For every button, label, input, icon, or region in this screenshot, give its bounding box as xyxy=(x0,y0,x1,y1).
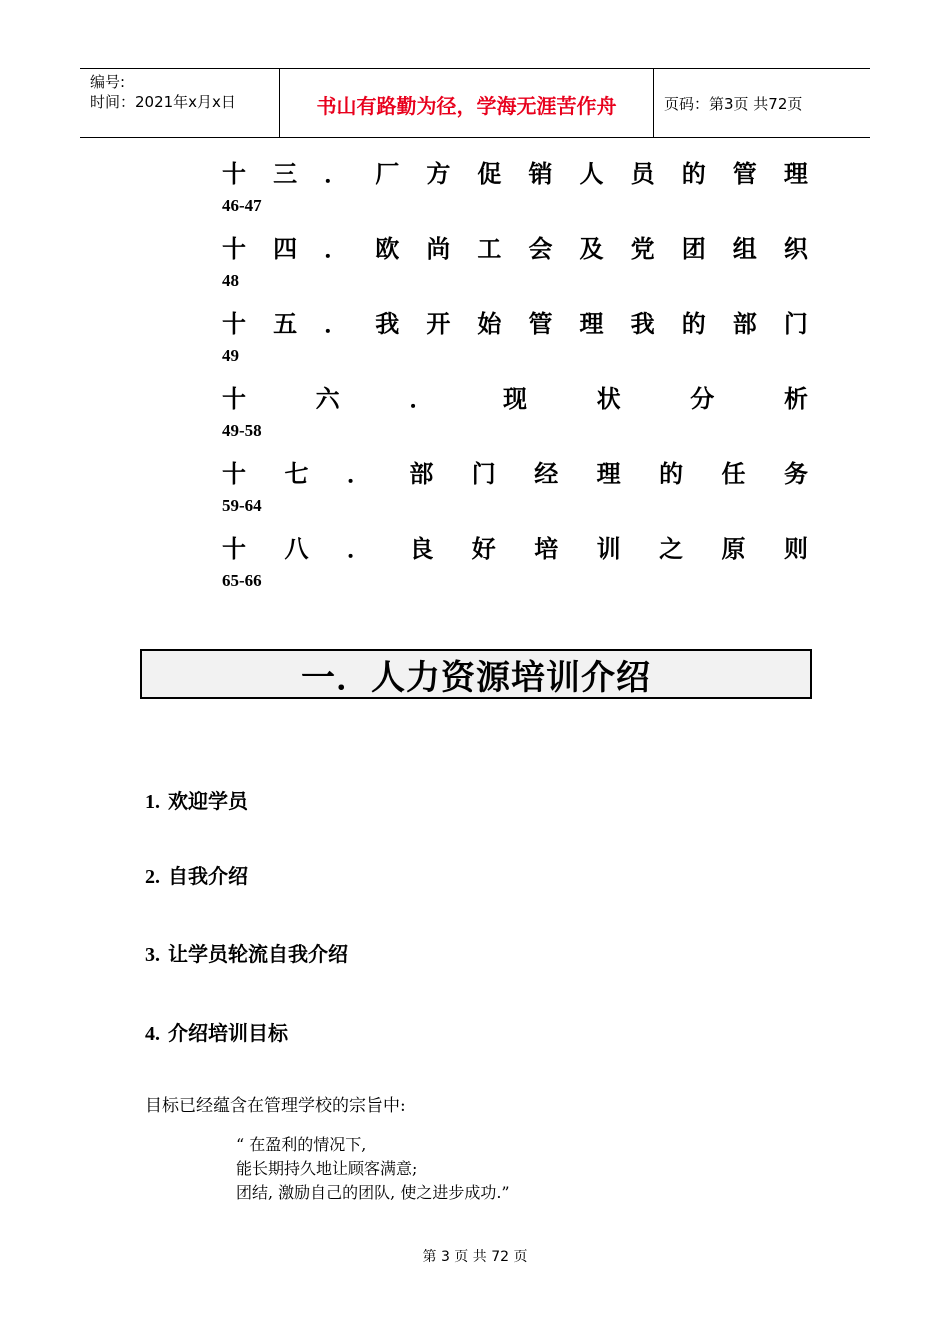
toc-title-char: 务 xyxy=(783,460,808,488)
toc-title-char: ． xyxy=(324,310,349,338)
toc-title-char: 理 xyxy=(783,160,808,188)
toc-title-char: 会 xyxy=(528,235,553,263)
toc-title-char: 十 xyxy=(222,160,246,188)
toc-title-char: 我 xyxy=(375,310,400,338)
toc-entry-pages: 59-64 xyxy=(222,496,262,515)
toc-title-char: 尚 xyxy=(426,235,451,263)
header-page-info: 页码：第3页 共72页 xyxy=(664,94,803,113)
toc-title-char: 方 xyxy=(426,160,451,188)
toc-title-char: 销 xyxy=(528,160,553,188)
toc-title-char: 培 xyxy=(534,535,559,563)
toc-entry-title xyxy=(222,304,808,344)
toc-title-char: 团 xyxy=(681,235,706,263)
toc-title-char: 三 xyxy=(273,160,298,188)
toc-title-char: 十 xyxy=(222,235,246,263)
list-item xyxy=(145,1017,288,1046)
toc-title-char: 始 xyxy=(477,310,502,338)
toc-title-char: 员 xyxy=(630,160,655,188)
toc-title-char: 部 xyxy=(409,460,434,488)
page-footer: 第 3 页 共 72 页 xyxy=(422,1249,528,1265)
item-text: 自我介绍 xyxy=(168,864,248,888)
toc-entry xyxy=(222,229,808,304)
toc-title-char: 的 xyxy=(681,310,706,338)
toc-title-char: 的 xyxy=(659,460,684,488)
toc-entry-pages: 49-58 xyxy=(222,421,262,440)
toc-title-char: 训 xyxy=(596,535,621,563)
toc-title-char: 开 xyxy=(426,310,451,338)
toc-title-char: 十 xyxy=(222,460,246,488)
toc-entry-pages: 65-66 xyxy=(222,571,262,590)
toc-title-char: 七 xyxy=(284,460,309,488)
table-of-contents xyxy=(222,154,808,604)
toc-entry-pages: 48 xyxy=(222,271,239,290)
toc-title-char: 我 xyxy=(630,310,655,338)
toc-title-char: 管 xyxy=(732,160,757,188)
toc-title-char: 工 xyxy=(477,235,502,263)
item-text: 介绍培训目标 xyxy=(168,1021,288,1045)
toc-title-char: 门 xyxy=(471,460,496,488)
toc-title-char: ． xyxy=(346,460,371,488)
header-motto: 书山有路勤为径，学海无涯苦作舟 xyxy=(280,69,654,137)
date-label: 时间：2021年x月x日 xyxy=(90,93,236,111)
toc-entry-pages: 49 xyxy=(222,346,239,365)
toc-entry xyxy=(222,529,808,604)
toc-title-char: 促 xyxy=(477,160,502,188)
page-header xyxy=(80,68,870,138)
toc-title-char: 组 xyxy=(732,235,757,263)
toc-title-char: 析 xyxy=(783,385,808,413)
toc-title-char: ． xyxy=(324,160,349,188)
toc-title-char: 理 xyxy=(596,460,621,488)
toc-entry xyxy=(222,454,808,529)
toc-title-char: 及 xyxy=(579,235,604,263)
number-label: 编号: xyxy=(90,73,126,91)
item-text: 欢迎学员 xyxy=(168,789,248,813)
toc-title-char: 现 xyxy=(502,385,527,413)
quote-line: 团结, 激励自己的团队, 使之进步成功.” xyxy=(236,1183,510,1202)
toc-title-char: 理 xyxy=(579,310,604,338)
toc-entry-title xyxy=(222,379,808,419)
toc-title-char: 党 xyxy=(630,235,655,263)
header-meta xyxy=(80,69,280,137)
toc-entry-title xyxy=(222,229,808,269)
list-item xyxy=(145,938,348,967)
mission-quote xyxy=(236,1133,510,1205)
toc-title-char: 则 xyxy=(783,535,808,563)
toc-entry xyxy=(222,154,808,229)
toc-title-char: 十 xyxy=(222,535,246,563)
toc-title-char: ． xyxy=(409,385,434,413)
item-number: 4. xyxy=(145,1023,160,1045)
toc-title-char: 人 xyxy=(579,160,604,188)
list-item xyxy=(145,785,248,814)
toc-entry-title xyxy=(222,154,808,194)
toc-title-char: 的 xyxy=(681,160,706,188)
toc-title-char: 状 xyxy=(596,385,621,413)
quote-line: 能长期持久地让顾客满意; xyxy=(236,1159,418,1178)
toc-title-char: 之 xyxy=(659,535,684,563)
item-text: 让学员轮流自我介绍 xyxy=(168,942,348,966)
goal-paragraph: 目标已经蕴含在管理学校的宗旨中: xyxy=(145,1096,406,1116)
toc-title-char: 八 xyxy=(284,535,309,563)
item-number: 1. xyxy=(145,791,160,813)
toc-title-char: 分 xyxy=(690,385,715,413)
toc-entry-title xyxy=(222,454,808,494)
list-item xyxy=(145,860,248,889)
toc-title-char: 织 xyxy=(783,235,808,263)
toc-entry-pages: 46-47 xyxy=(222,196,262,215)
toc-title-char: 任 xyxy=(721,460,746,488)
toc-title-char: 十 xyxy=(222,310,246,338)
chapter-title: 一．人力资源培训介绍 xyxy=(140,649,812,699)
toc-title-char: 六 xyxy=(315,385,340,413)
quote-line: “ 在盈利的情况下, xyxy=(236,1135,367,1154)
toc-title-char: 欧 xyxy=(375,235,400,263)
toc-title-char: 五 xyxy=(273,310,298,338)
item-number: 2. xyxy=(145,866,160,888)
toc-title-char: 厂 xyxy=(375,160,400,188)
toc-title-char: ． xyxy=(346,535,371,563)
toc-title-char: 十 xyxy=(222,385,246,413)
toc-title-char: 四 xyxy=(273,235,298,263)
toc-entry-title xyxy=(222,529,808,569)
item-number: 3. xyxy=(145,944,160,966)
toc-title-char: 原 xyxy=(721,535,746,563)
toc-entry xyxy=(222,379,808,454)
toc-title-char: 管 xyxy=(528,310,553,338)
toc-title-char: 门 xyxy=(783,310,808,338)
toc-title-char: 经 xyxy=(534,460,559,488)
toc-title-char: 部 xyxy=(732,310,757,338)
toc-title-char: ． xyxy=(324,235,349,263)
toc-title-char: 良 xyxy=(409,535,434,563)
toc-entry xyxy=(222,304,808,379)
toc-title-char: 好 xyxy=(471,535,496,563)
